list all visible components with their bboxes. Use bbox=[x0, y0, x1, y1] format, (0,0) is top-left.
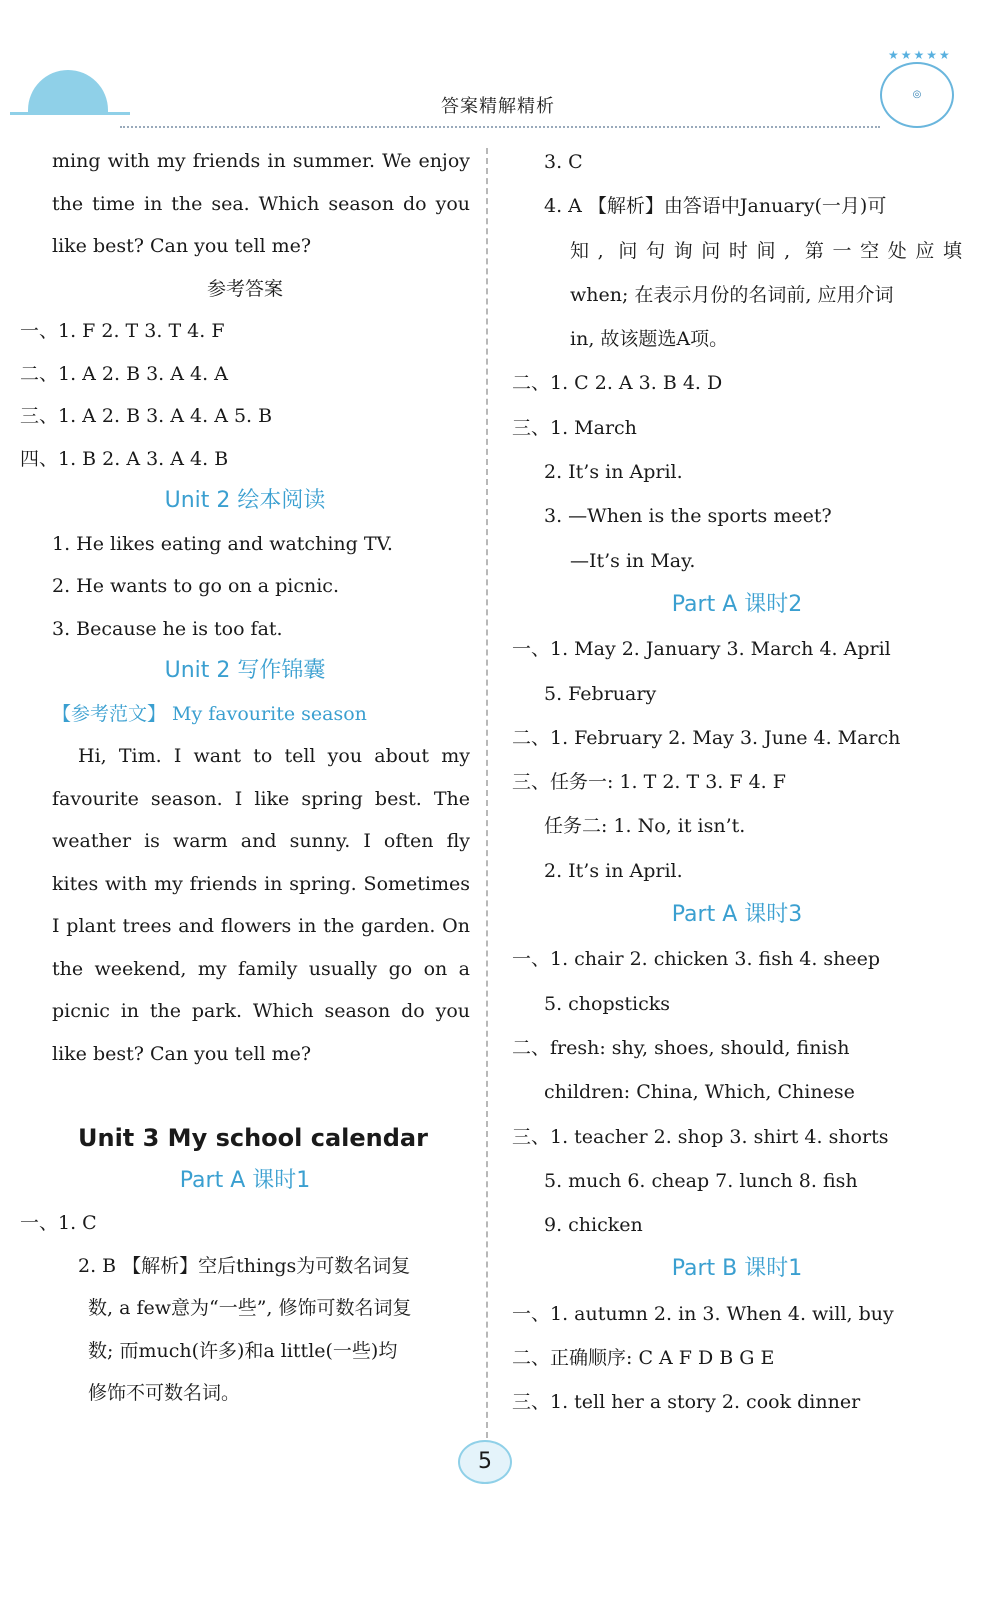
left-line: 数; 而much(许多)和a little(一些)均 bbox=[88, 1339, 398, 1362]
left-line: 一、1. F 2. T 3. T 4. F bbox=[20, 320, 225, 342]
left-line: 三、1. A 2. B 3. A 4. A 5. B bbox=[20, 405, 273, 427]
right-line: 二、1. C 2. A 3. B 4. D bbox=[512, 372, 723, 395]
right-line: 二、正确顺序: C A F D B G E bbox=[512, 1347, 775, 1370]
left-line: Hi, Tim. I want to tell you about my bbox=[78, 745, 470, 767]
header-divider bbox=[120, 126, 880, 128]
right-line: in, 故该题选A项。 bbox=[570, 328, 729, 351]
left-line: kites with my friends in spring. Sometimes bbox=[52, 872, 470, 895]
right-line: 一、1. May 2. January 3. March 4. April bbox=[512, 638, 891, 661]
right-line: when; 在表示月份的名词前, 应用介词 bbox=[570, 283, 894, 306]
left-line: like best? Can you tell me? bbox=[52, 1042, 312, 1065]
left-line: the time in the sea. Which season do you bbox=[52, 192, 470, 215]
left-line: Unit 2 绘本阅读 bbox=[164, 488, 326, 513]
right-line: 2. It’s in April. bbox=[544, 859, 683, 882]
right-line: 二、1. February 2. May 3. June 4. March bbox=[512, 726, 901, 749]
left-line: 参考答案 bbox=[206, 277, 283, 300]
left-line: 一、1. C bbox=[20, 1212, 97, 1234]
page-number: 5 bbox=[458, 1440, 512, 1484]
left-line: 【参考范文】 My favourite season bbox=[52, 702, 367, 725]
left-line: Unit 2 写作锦囊 bbox=[164, 658, 326, 683]
right-line: 一、1. autumn 2. in 3. When 4. will, buy bbox=[512, 1302, 894, 1325]
left-line: I plant trees and flowers in the garden. On bbox=[52, 915, 470, 937]
right-line: 2. It’s in April. bbox=[544, 461, 683, 484]
right-line: 3. C bbox=[544, 151, 583, 173]
right-line: children: China, Which, Chinese bbox=[544, 1081, 855, 1104]
left-line: 1. He likes eating and watching TV. bbox=[52, 532, 393, 555]
right-line: Part B 课时1 bbox=[671, 1256, 803, 1282]
right-line: 5. chopsticks bbox=[544, 992, 671, 1015]
left-line bbox=[20, 1075, 470, 1117]
right-line: 5. much 6. cheap 7. lunch 8. fish bbox=[544, 1169, 858, 1192]
stars-icon: ★★★★★ bbox=[888, 48, 952, 62]
left-line: Unit 3 My school calendar bbox=[78, 1124, 428, 1152]
left-line: like best? Can you tell me? bbox=[52, 235, 312, 257]
left-line: ming with my friends in summer. We enjoy bbox=[52, 150, 470, 172]
right-column bbox=[512, 140, 962, 1425]
badge-logo-icon: ◎ bbox=[880, 62, 954, 128]
left-line: 2. He wants to go on a picnic. bbox=[52, 575, 339, 597]
left-line: 修饰不可数名词。 bbox=[88, 1382, 241, 1404]
right-line: 任务二: 1. No, it isn’t. bbox=[544, 815, 746, 838]
right-line: 三、1. March bbox=[512, 416, 637, 439]
right-line: —It’s in May. bbox=[570, 549, 696, 572]
right-line: Part A 课时3 bbox=[671, 902, 803, 928]
right-line: Part A 课时2 bbox=[671, 591, 803, 617]
right-line: 4. A 【解析】由答语中January(一月)可 bbox=[544, 195, 887, 218]
right-line: 三、1. tell her a story 2. cook dinner bbox=[512, 1391, 861, 1414]
header-title: 答案精解精析 bbox=[441, 96, 555, 117]
right-line: 三、1. teacher 2. shop 3. shirt 4. shorts bbox=[512, 1125, 889, 1148]
left-column bbox=[20, 140, 470, 1415]
left-line: the weekend, my family usually go on a bbox=[52, 957, 470, 980]
right-line: 一、1. chair 2. chicken 3. fish 4. sheep bbox=[512, 948, 881, 971]
right-line: 9. chicken bbox=[544, 1214, 643, 1237]
left-line: 2. B 【解析】空后things为可数名词复 bbox=[78, 1254, 411, 1277]
right-line: 知, 问句询问时间, 第一空处应填 bbox=[570, 239, 962, 262]
page-header bbox=[0, 0, 996, 140]
right-line: 二、fresh: shy, shoes, should, finish bbox=[512, 1036, 850, 1059]
column-divider bbox=[486, 148, 488, 1448]
right-line: 5. February bbox=[544, 682, 657, 705]
right-line: 3. —When is the sports meet? bbox=[544, 505, 832, 528]
left-line: Part A 课时1 bbox=[179, 1167, 311, 1193]
left-line: 数, a few意为“一些”, 修饰可数名词复 bbox=[88, 1297, 412, 1319]
left-line: 3. Because he is too fat. bbox=[52, 617, 283, 640]
left-line: picnic in the park. Which season do you bbox=[52, 1000, 470, 1022]
left-line: 四、1. B 2. A 3. A 4. B bbox=[20, 447, 229, 470]
left-line: weather is warm and sunny. I often fly bbox=[52, 830, 470, 852]
right-line: 三、任务一: 1. T 2. T 3. F 4. F bbox=[512, 771, 786, 794]
left-line: 二、1. A 2. B 3. A 4. A bbox=[20, 362, 228, 385]
left-line: favourite season. I like spring best. The bbox=[52, 787, 470, 810]
